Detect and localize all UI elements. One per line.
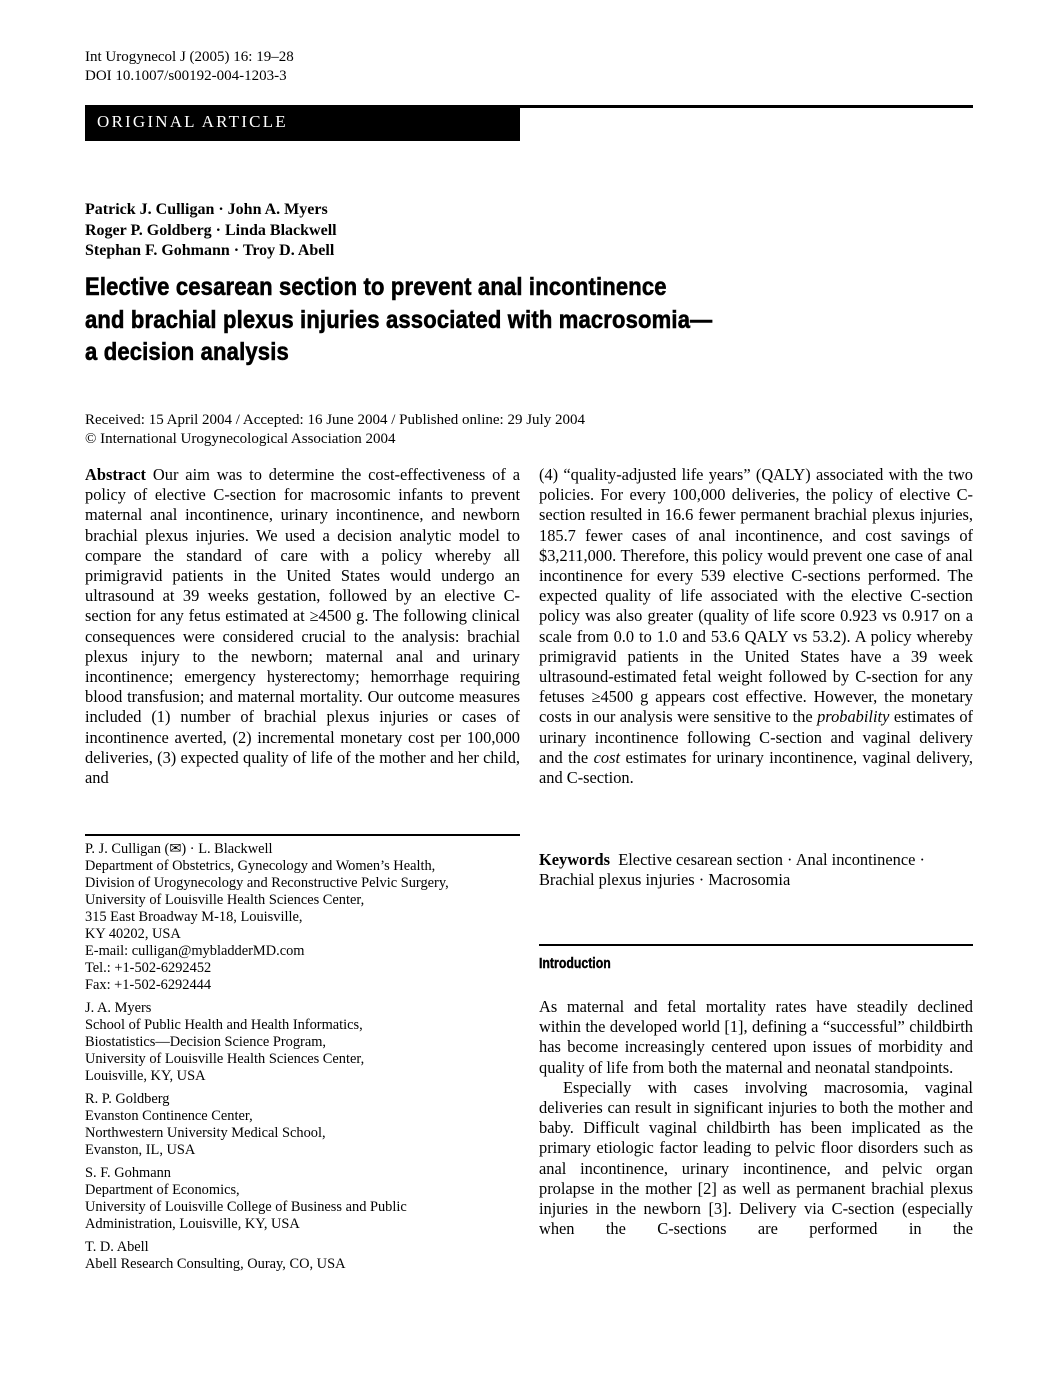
affiliation-block [85, 1091, 525, 1159]
journal-citation: Int Urogynecol J (2005) 16: 19–28 [85, 49, 294, 65]
keywords-label: Keywords [539, 850, 611, 869]
affiliation-line: Abell Research Consulting, Ouray, CO, USA [85, 1256, 346, 1272]
introduction-body [539, 997, 973, 1239]
author-line: Stephan F. Gohmann · Troy D. Abell [85, 242, 335, 259]
affiliation-line: Louisville, KY, USA [85, 1068, 206, 1084]
affiliation-line: Department of Obstetrics, Gynecology and Women’s Health, [85, 858, 436, 874]
article-title [85, 271, 754, 369]
affiliation-line: University of Louisville Health Sciences Center, [85, 1051, 365, 1067]
author-line: Patrick J. Culligan · John A. Myers [85, 201, 328, 218]
section-heading-introduction: Introduction [539, 955, 611, 972]
affiliation-line: Evanston Continence Center, [85, 1108, 253, 1124]
affiliation-author: T. D. Abell [85, 1239, 149, 1255]
paragraph: As maternal and fetal mortality rates have steadily declined within the developed world [1], defining a “successful” childbirth has become increasingly centered upon issues of morbidity and quality of life from both the maternal and neonatal standpoints. [539, 997, 973, 1077]
keywords-text: Elective cesarean section · Anal incontinence · Brachial plexus injuries · Macrosomia [539, 850, 925, 890]
affiliation-line: Administration, Louisville, KY, USA [85, 1216, 300, 1232]
affiliation-author: R. P. Goldberg [85, 1091, 170, 1107]
abstract-right-column [539, 465, 973, 788]
affiliation-line: School of Public Health and Health Informatics, [85, 1017, 363, 1033]
affiliation-line: Department of Economics, [85, 1182, 240, 1198]
article-type-banner [85, 105, 520, 141]
abstract-text: Our aim was to determine the cost-effectiveness of a policy of elective C-section for macrosomic infants to prevent maternal anal incontinence, urinary incontinence, and newborn brachial plexus injuries. We used a decision analytic model to compare the standard of care with a policy whereby all primigravid patients in the United States would undergo an ultrasound at 39 weeks gestation, followed by an elective C-section for any fetus estimated at ≥4500 g. The following clinical consequences were considered crucial to the analysis: brachial plexus injury to the newborn; maternal anal and urinary incontinence; emergency hysterectomy; hemorrhage requiring blood transfusion; and maternal mortality. Our outcome measures included (1) number of brachial plexus injuries or cases of incontinence averted, (2) incremental monetary cost per 100,000 deliveries, (3) expected quality of life of the mother and her child, and [85, 465, 520, 788]
affiliation-line: Fax: +1-502-6292444 [85, 977, 212, 993]
author-list [85, 200, 337, 262]
publication-dates [85, 411, 585, 448]
email-line[interactable]: E-mail: culligan@mybladderMD.com [85, 943, 305, 959]
affiliation-block [85, 1239, 525, 1273]
title-line: a decision analysis [85, 338, 289, 366]
affiliation-line: University of Louisville College of Business and Public [85, 1199, 407, 1215]
abstract-left-column [85, 465, 520, 788]
journal-reference [85, 48, 294, 86]
abstract-text-continued: estimates of urinary incontinence following C-section and vaginal delivery and the [539, 707, 973, 767]
abstract-text-continued: estimates for urinary incontinence, vaginal delivery, and C-section. [539, 747, 973, 788]
keywords [539, 850, 973, 890]
abstract-label: Abstract [85, 465, 146, 484]
article-type-label: ORIGINAL ARTICLE [97, 112, 288, 131]
affiliation-line: Tel.: +1-502-6292452 [85, 960, 212, 976]
affiliation-author: S. F. Gohmann [85, 1165, 171, 1181]
affiliation-line: University of Louisville Health Sciences Center, [85, 892, 365, 908]
affiliation-line: Biostatistics—Decision Science Program, [85, 1034, 327, 1050]
affiliation-block [85, 1000, 525, 1085]
affiliation-author: P. J. Culligan (✉) · L. Blackwell [85, 841, 273, 857]
affiliation-line: Evanston, IL, USA [85, 1142, 196, 1158]
affiliation-line: KY 40202, USA [85, 926, 181, 942]
abstract-text-continued: (4) “quality-adjusted life years” (QALY) associated with the two policies. For every 100,000 deliveries, the policy of elective C-section resulted in 16.6 fewer permanent brachial plexus injuries, 185.7 fewer cases of anal incontinence, and cost savings of $3,211,000. Therefore, this policy would prevent one case of anal incontinence for every 539 elective C-sections performed. The expected quality of life associated with the elective C-section policy was also greater (quality of life score 0.923 vs 0.917 on a scale from 0.0 to 1.0 and 53.6 QALY vs 53.2). A policy whereby primigravid patients in the United States have a 39 week ultrasound-estimated fetal weight followed by C-section for any fetuses ≥4500 g appears cost effective. However, the monetary costs in our analysis were sensitive to the [539, 465, 973, 727]
title-line: Elective cesarean section to prevent anal incontinence [85, 273, 667, 301]
affiliation-line: 315 East Broadway M-18, Louisville, [85, 909, 303, 925]
section-rule [539, 944, 973, 946]
emphasis-probability: probability [817, 707, 890, 727]
author-affiliations [85, 841, 525, 1279]
paragraph: Especially with cases involving macrosomia, vaginal deliveries can result in significant injuries to both the mother and baby. Difficult vaginal childbirth has been implicated as the primary etiologic factor leading to pelvic floor disorders such as anal incontinence, urinary incontinence, and pelvic organ prolapse in the mother [2] as well as permanent brachial plexus injuries in the newborn [3]. Delivery via C-section (especially when the C-sections are performed in the [539, 1077, 973, 1239]
footnote-rule [85, 834, 520, 836]
date-history: Received: 15 April 2004 / Accepted: 16 June 2004 / Published online: 29 July 2004 [85, 412, 585, 428]
affiliation-author: J. A. Myers [85, 1000, 152, 1016]
author-line: Roger P. Goldberg · Linda Blackwell [85, 221, 337, 239]
title-line: and brachial plexus injuries associated with macrosomia— [85, 305, 713, 334]
affiliation-block [85, 1165, 525, 1233]
doi: DOI 10.1007/s00192-004-1203-3 [85, 68, 287, 84]
emphasis-cost: cost [593, 747, 621, 767]
affiliation-block [85, 841, 525, 994]
affiliation-line: Division of Urogynecology and Reconstructive Pelvic Surgery, [85, 875, 449, 891]
affiliation-line: Northwestern University Medical School, [85, 1125, 326, 1141]
copyright-notice: © International Urogynecological Association 2004 [85, 430, 396, 447]
